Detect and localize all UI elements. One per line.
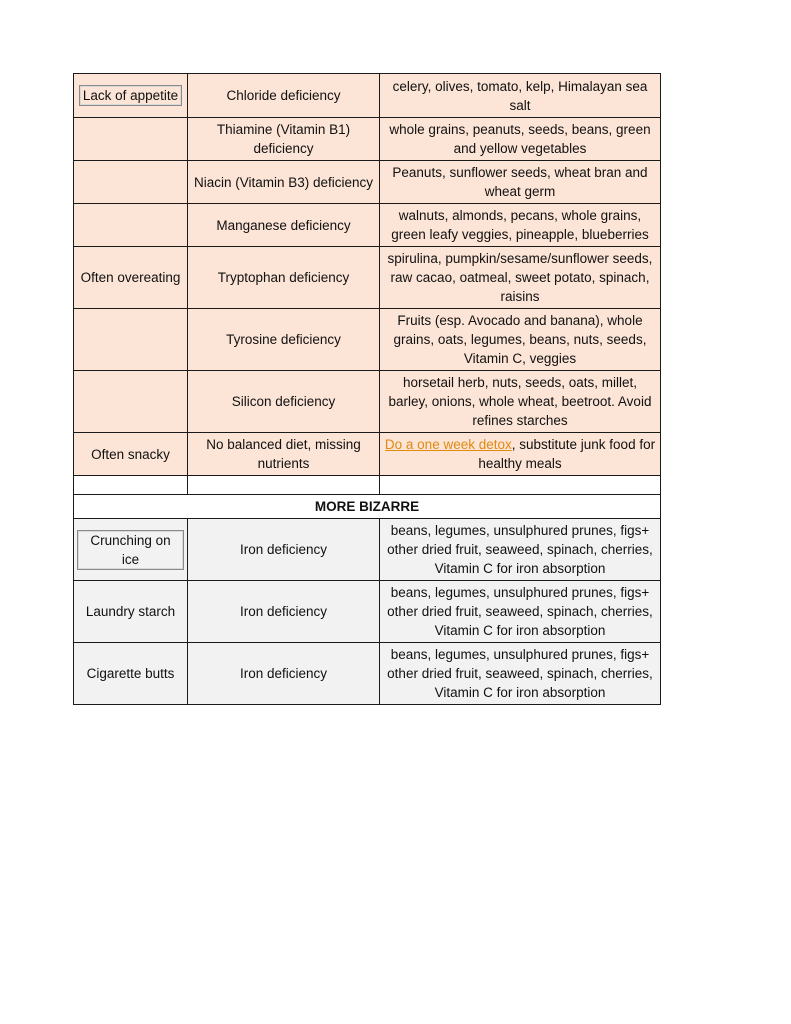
- remedy-cell[interactable]: horsetail herb, nuts, seeds, oats, millet, barley, onions, whole wheat, beetroot. Avoid refines starches: [380, 371, 661, 433]
- cause-cell[interactable]: Tryptophan deficiency: [188, 247, 380, 309]
- table-row: [74, 74, 661, 118]
- cause-cell[interactable]: Iron deficiency: [188, 643, 380, 705]
- section-title[interactable]: MORE BIZARRE: [74, 495, 661, 519]
- cause-cell[interactable]: Silicon deficiency: [188, 371, 380, 433]
- cause-cell[interactable]: Thiamine (Vitamin B1) deficiency: [188, 118, 380, 161]
- section-header-row: [74, 495, 661, 519]
- cause-cell[interactable]: Iron deficiency: [188, 519, 380, 581]
- table-row: [74, 204, 661, 247]
- remedy-cell[interactable]: [380, 433, 661, 476]
- empty-cell[interactable]: [380, 476, 661, 495]
- table-row: [74, 309, 661, 371]
- remedy-cell[interactable]: spirulina, pumpkin/sesame/sunflower seeds, raw cacao, oatmeal, sweet potato, spinach, raisins: [380, 247, 661, 309]
- cause-cell[interactable]: Iron deficiency: [188, 581, 380, 643]
- table-row: [74, 519, 661, 581]
- remedy-cell[interactable]: Peanuts, sunflower seeds, wheat bran and wheat germ: [380, 161, 661, 204]
- remedy-cell[interactable]: celery, olives, tomato, kelp, Himalayan sea salt: [380, 74, 661, 118]
- empty-cell[interactable]: [188, 476, 380, 495]
- table-row: [74, 371, 661, 433]
- cause-cell[interactable]: Chloride deficiency: [188, 74, 380, 118]
- craving-cell[interactable]: [74, 371, 188, 433]
- cause-cell[interactable]: No balanced diet, missing nutrients: [188, 433, 380, 476]
- craving-cell[interactable]: [74, 118, 188, 161]
- craving-cell[interactable]: [74, 309, 188, 371]
- craving-cell[interactable]: Often overeating: [74, 247, 188, 309]
- selected-cell-label: Lack of appetite: [79, 85, 182, 106]
- cause-cell[interactable]: Tyrosine deficiency: [188, 309, 380, 371]
- remedy-cell[interactable]: beans, legumes, unsulphured prunes, figs+ other dried fruit, seaweed, spinach, cherries, Vitamin C for iron absorption: [380, 519, 661, 581]
- cause-cell[interactable]: Manganese deficiency: [188, 204, 380, 247]
- detox-link[interactable]: Do a one week detox: [384, 437, 512, 452]
- table-row: [74, 161, 661, 204]
- remedy-cell[interactable]: whole grains, peanuts, seeds, beans, green and yellow vegetables: [380, 118, 661, 161]
- table-row: [74, 433, 661, 476]
- cause-cell[interactable]: Niacin (Vitamin B3) deficiency: [188, 161, 380, 204]
- remedy-cell[interactable]: beans, legumes, unsulphured prunes, figs+ other dried fruit, seaweed, spinach, cherries, Vitamin C for iron absorption: [380, 581, 661, 643]
- selected-cell-label: Crunching on ice: [77, 530, 184, 570]
- remedy-cell[interactable]: Fruits (esp. Avocado and banana), whole grains, oats, legumes, beans, nuts, seeds, Vitamin C, veggies: [380, 309, 661, 371]
- cravings-table: [73, 73, 661, 705]
- remedy-cell[interactable]: walnuts, almonds, pecans, whole grains, green leafy veggies, pineapple, blueberries: [380, 204, 661, 247]
- table-row: [74, 581, 661, 643]
- empty-cell[interactable]: [74, 476, 188, 495]
- craving-cell[interactable]: Laundry starch: [74, 581, 188, 643]
- craving-cell[interactable]: [74, 204, 188, 247]
- remedy-cell[interactable]: beans, legumes, unsulphured prunes, figs+ other dried fruit, seaweed, spinach, cherries, Vitamin C for iron absorption: [380, 643, 661, 705]
- table-row: [74, 118, 661, 161]
- table-row: [74, 643, 661, 705]
- craving-cell[interactable]: Cigarette butts: [74, 643, 188, 705]
- table-row: [74, 247, 661, 309]
- empty-row: [74, 476, 661, 495]
- craving-cell[interactable]: [74, 519, 188, 581]
- craving-cell[interactable]: [74, 74, 188, 118]
- remedy-text: , substitute junk food for healthy meals: [478, 437, 656, 471]
- craving-cell[interactable]: [74, 161, 188, 204]
- craving-cell[interactable]: Often snacky: [74, 433, 188, 476]
